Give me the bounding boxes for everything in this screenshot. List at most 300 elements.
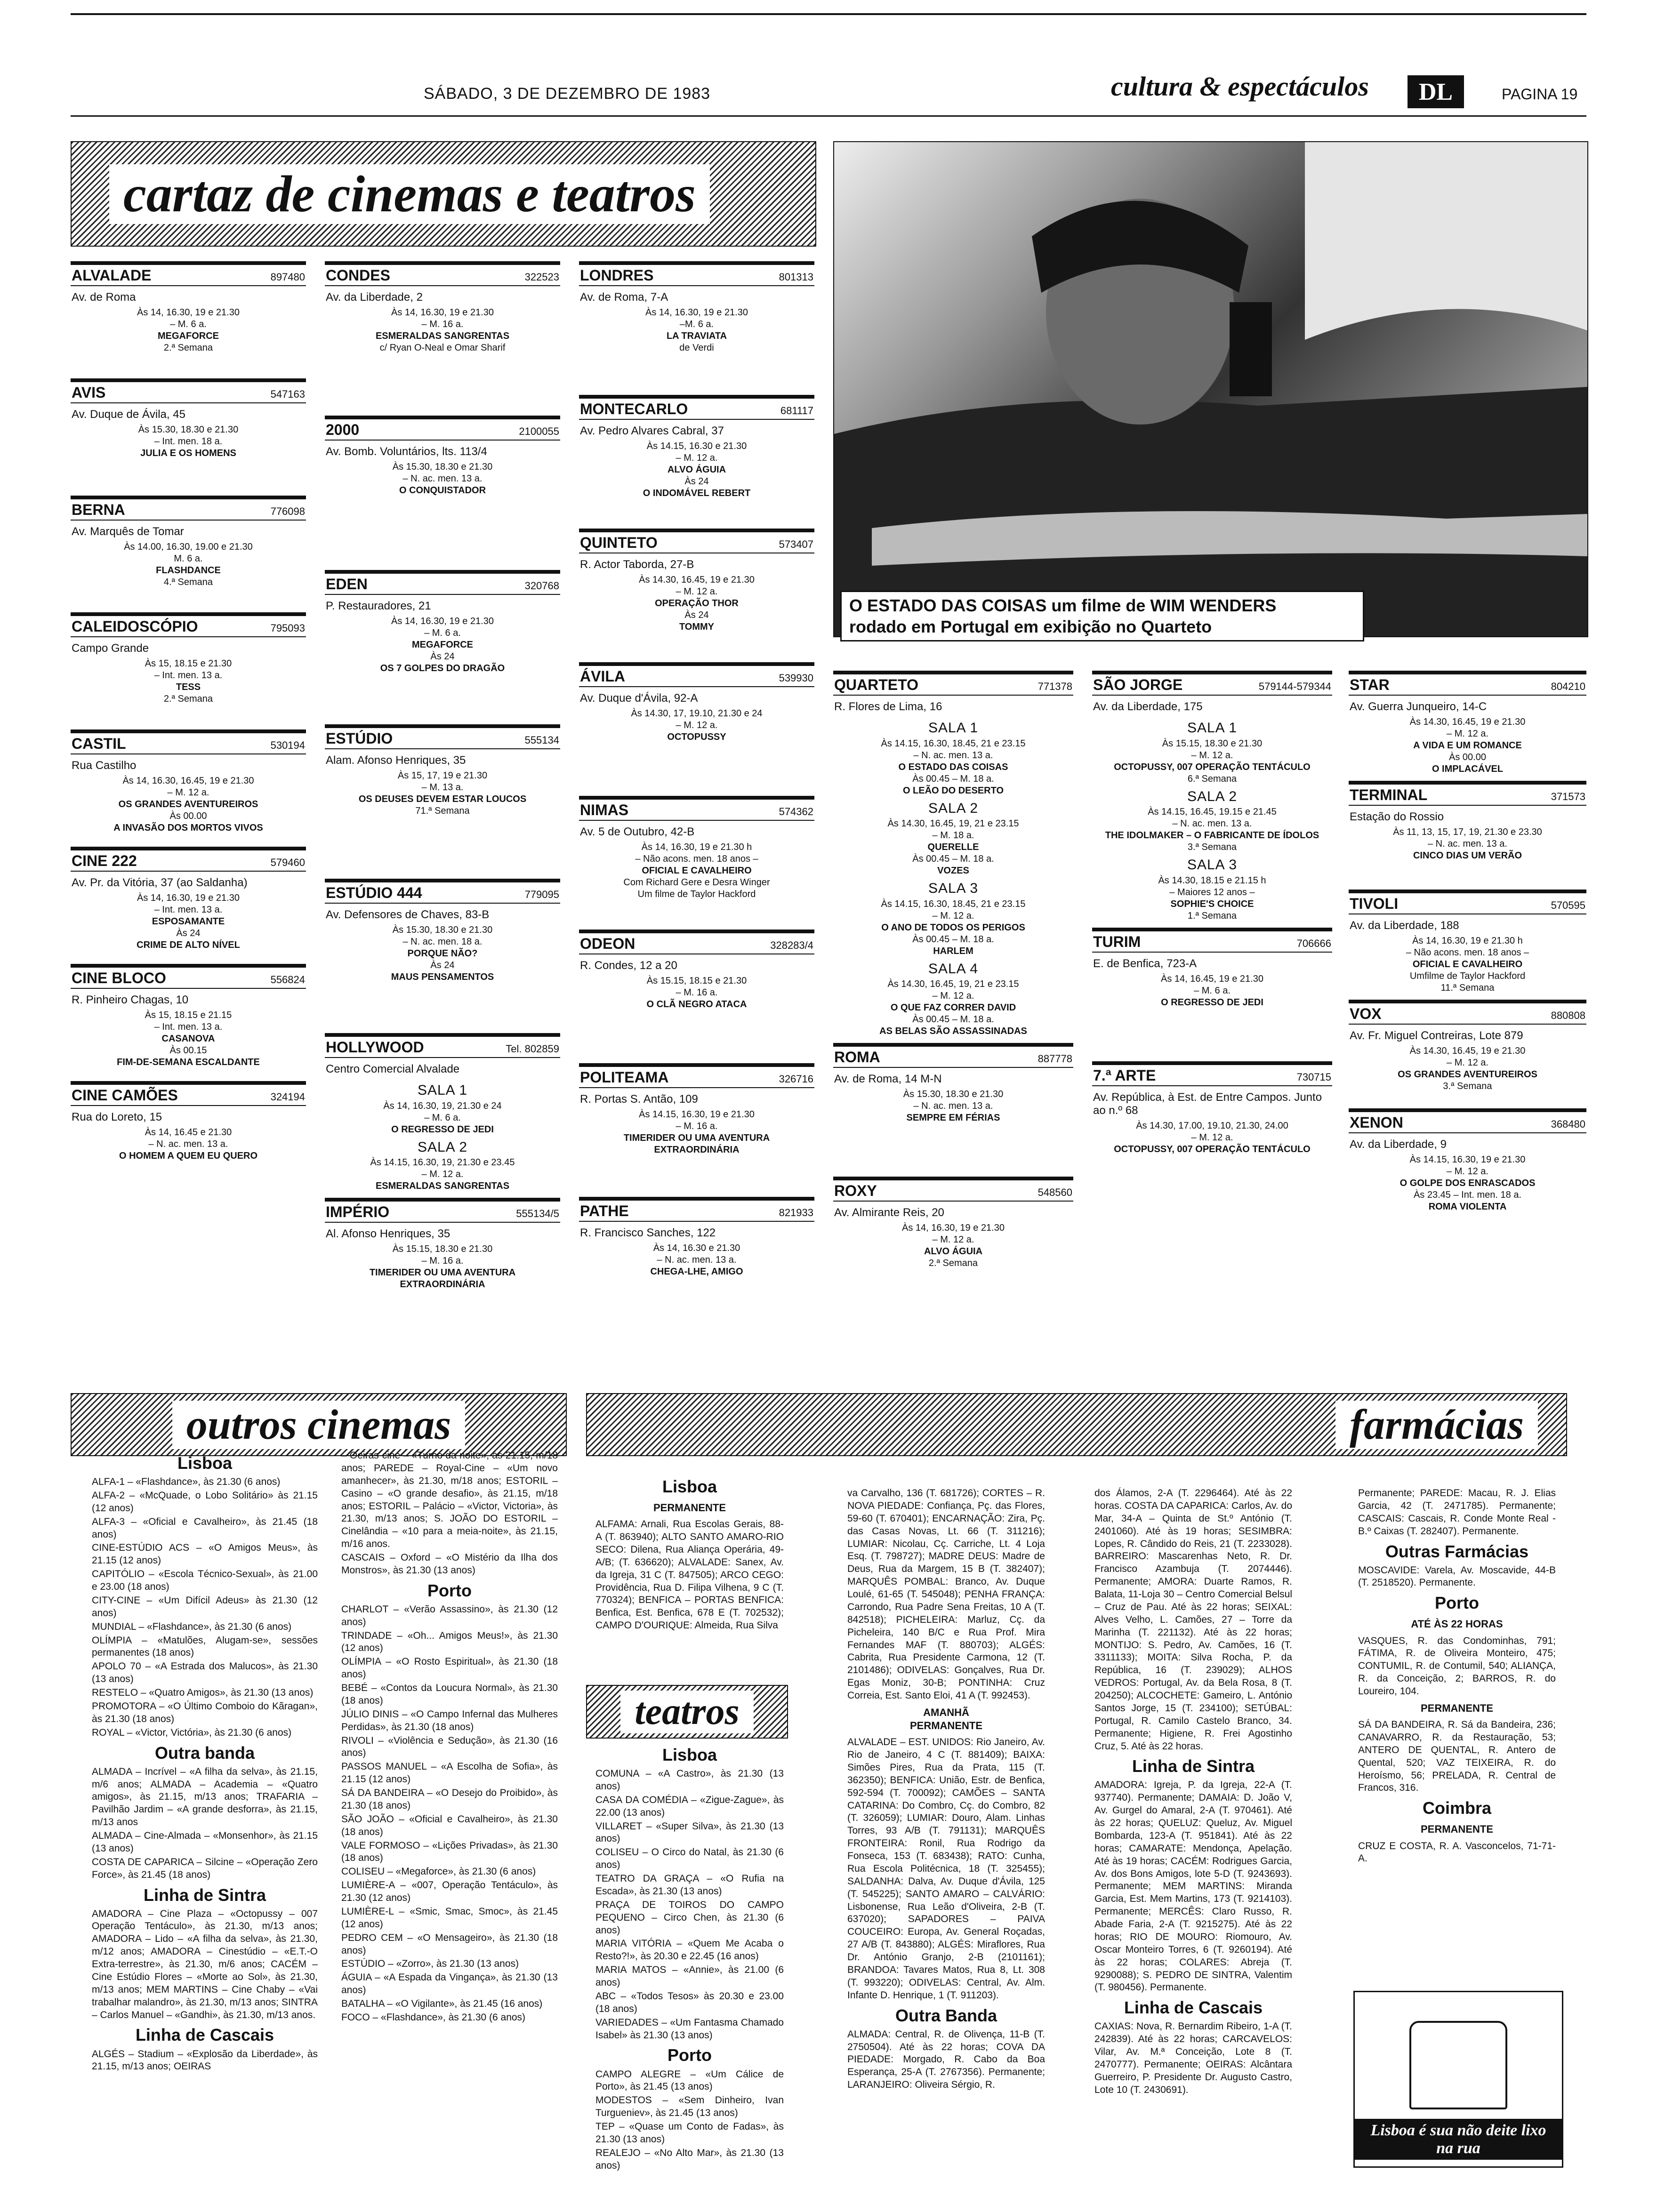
cinema-header xyxy=(71,616,306,637)
cinema-address: Av. Defensores de Chaves, 83-B xyxy=(326,908,490,921)
cinema-name: 7.ª ARTE xyxy=(1093,1066,1156,1084)
cinema-header xyxy=(579,1067,814,1088)
cinema-program xyxy=(579,1109,814,1156)
listing-entry: ALMADA: Central, R. de Olivença, 11-B (T. 2750504). Até às 22 horas; COVA DA PIEDADE: Morgado, R. Cabo da Boa Esperança, 25-A (T. 2767356). Permanente; LARANJEIRO: Oliveira Sérgio, R. xyxy=(847,2028,1045,2091)
showtime-line: – N. ac. men. 18 a. xyxy=(402,937,483,947)
cinema-header xyxy=(1349,674,1586,696)
cinema-phone: 887778 xyxy=(1038,1053,1072,1065)
film-still-photo xyxy=(833,141,1588,637)
film-note: 3.ª Semana xyxy=(1187,842,1237,852)
cinema-name: CINE CAMÕES xyxy=(72,1086,178,1104)
film-title: O CONQUISTADOR xyxy=(399,485,486,496)
film-note: Às 00.45 – M. 18 a. xyxy=(912,773,994,784)
film-title: O ANO DE TODOS OS PERIGOS xyxy=(881,922,1025,933)
cinema-header xyxy=(1349,1112,1586,1133)
cinema-program xyxy=(1349,826,1586,862)
region-heading: Porto xyxy=(668,2045,712,2065)
listing-entry: MUNDIAL – «Flashdance», às 21.30 (6 anos) xyxy=(92,1621,292,1632)
cinema-name: ÁVILA xyxy=(580,668,625,685)
showtime-line: Às 14.30, 16.45, 19 e 21.30 xyxy=(1409,1046,1526,1057)
film-note: 2.ª Semana xyxy=(163,694,213,705)
cinema-program xyxy=(71,1010,306,1068)
listing-entry: LUMIÈRE-A – «007, Operação Tentáculo», às 21.30 (12 anos) xyxy=(341,1880,558,1904)
showtime-line: Às 14.15, 16.30, 19, 21.30 e 23.45 xyxy=(370,1157,515,1168)
screen-label: SALA 1 xyxy=(1187,720,1238,736)
showtime-line: Às 15, 17, 19 e 21.30 xyxy=(397,770,488,781)
newspaper-logo: DL xyxy=(1408,75,1464,108)
late-film-title: O LEÃO DO DESERTO xyxy=(902,785,1004,796)
cinema-address: Al. Afonso Henriques, 35 xyxy=(326,1227,450,1240)
cinema-listing xyxy=(1349,781,1586,884)
cinema-phone: 706666 xyxy=(1296,937,1331,949)
cinema-listing xyxy=(579,662,814,790)
screen-label: SALA 2 xyxy=(417,1139,468,1155)
showtime-line: – N. ac. men. 13 a. xyxy=(913,750,993,761)
cinema-phone: 556824 xyxy=(270,973,305,986)
listing-entry: BEBÉ – «Contos da Loucura Normal», às 21.30 (18 anos) xyxy=(341,1683,558,1706)
listing-entry: VALE FORMOSO – «Lições Privadas», às 21.30 (18 anos) xyxy=(341,1840,558,1864)
showtime-line: Às 14.15, 16.45, 19.15 e 21.45 xyxy=(1148,807,1277,817)
cinema-phone: 880808 xyxy=(1551,1010,1585,1022)
listing-entry: APOLO 70 – «A Estrada dos Malucos», às 21.30 (13 anos) xyxy=(92,1661,318,1685)
cinema-phone: 897480 xyxy=(270,271,305,283)
film-title: OFICIAL E CAVALHEIRO xyxy=(642,866,752,876)
cinema-header xyxy=(1349,1003,1586,1025)
film-title: O HOMEM A QUEM EU QUERO xyxy=(119,1150,258,1161)
listing-entry: CHARLOT – «Verão Assassino», às 21.30 (12 anos) xyxy=(341,1603,558,1627)
showtime-line: – M. 12 a. xyxy=(167,787,209,798)
film-title: ESMERALDAS SANGRENTAS xyxy=(375,1181,510,1191)
cinema-phone: 570595 xyxy=(1551,899,1585,912)
cinema-phone: 573407 xyxy=(779,538,813,550)
showtime-line: Às 11, 13, 15, 17, 19, 21.30 e 23.30 xyxy=(1393,827,1542,837)
film-note: Às 00.45 – M. 18 a. xyxy=(912,1014,994,1025)
cinema-phone: 322523 xyxy=(524,271,559,283)
showtime-line: – M. 12 a. xyxy=(932,1234,974,1245)
cinema-listing xyxy=(71,496,306,607)
cinema-header xyxy=(325,882,560,904)
showtime-line: Às 14.30, 17.00, 19.10, 21.30, 24.00 xyxy=(1136,1120,1288,1131)
film-title: TESS xyxy=(176,682,201,693)
cinema-header xyxy=(579,800,814,821)
showtime-line: – M. 6 a. xyxy=(424,628,461,638)
teatros-column xyxy=(595,1741,784,2173)
film-title: O CLÃ NEGRO ATACA xyxy=(646,999,747,1010)
listing-entry: – Oeiras-cine – «Turno da noite», às 21.15, m/18 anos; PAREDE – Royal-Cine – «Um novo amanhecer», às 21.30, m/18 anos; ESTORIL – Casino – «O grande desafio», às 21.15, m/18 anos; ESTORIL – Palácio – «Victor, Victoria», às 21.30, m/13 anos; S. JOÃO DO ESTORIL – Cinelândia – «10 para a meia-noite», às 21.15, m/16 anos. xyxy=(341,1450,558,1550)
screen-label: SALA 1 xyxy=(928,720,979,736)
showtime-line: Às 14.15, 16.30, 19 e 21.30 xyxy=(639,1109,755,1120)
cinema-header xyxy=(325,1037,560,1058)
cinema-header xyxy=(579,1201,814,1222)
showtime-line: – M. 12 a. xyxy=(932,991,974,1001)
farmacias-col-1 xyxy=(595,1473,784,1633)
cinema-program xyxy=(325,770,560,817)
cinema-phone: 681117 xyxy=(780,405,813,417)
listing-entry: CAPITÓLIO – «Escola Técnico-Sexual», às 21.00 e 23.00 (18 anos) xyxy=(92,1569,318,1593)
cinema-name: MONTECARLO xyxy=(580,401,688,417)
cinema-listing xyxy=(71,378,306,490)
cinema-header xyxy=(325,265,560,286)
cinema-address: Campo Grande xyxy=(72,642,149,655)
cinema-listing xyxy=(1092,928,1332,1056)
film-title: LA TRAVIATA xyxy=(666,331,727,341)
film-note: de Verdi xyxy=(679,343,714,353)
showtime-line: – M. 6 a. xyxy=(1194,985,1231,996)
region-heading: Linha de Sintra xyxy=(1132,1756,1255,1776)
showtime-line: – M. 12 a. xyxy=(1191,1132,1233,1143)
cinema-listing xyxy=(579,529,814,657)
cinema-header xyxy=(1092,674,1332,696)
cinema-phone: 326716 xyxy=(779,1073,813,1085)
showtime-line: Às 14.30, 17, 19.10, 21.30 e 24 xyxy=(631,708,763,719)
cinema-header xyxy=(71,265,306,286)
film-note: c/ Ryan O-Neal e Omar Sharif xyxy=(379,343,506,353)
showtime-line: Às 14, 16.30, 19 e 21.30 h xyxy=(641,842,752,852)
showtime-line: – M. 12 a. xyxy=(676,453,718,463)
showtime-line: Às 14, 16.30, 19 e 21.30 h xyxy=(1412,936,1523,946)
showtime-line: – Int. men. 18 a. xyxy=(154,436,223,447)
cinema-program xyxy=(325,307,560,354)
late-film-title: VOZES xyxy=(937,866,969,876)
cinema-program xyxy=(1092,719,1332,922)
cinema-name: ODEON xyxy=(580,935,635,952)
listing-entry: COLISEU – «Megaforce», às 21.30 (6 anos) xyxy=(341,1866,536,1877)
cinema-address: Av. Duque d'Ávila, 92-A xyxy=(580,692,698,705)
listing-entry: TEP – «Quase um Conto de Fadas», às 21.30 (13 anos) xyxy=(595,2121,784,2145)
cinema-header xyxy=(579,933,814,954)
late-session-time: Às 24 xyxy=(684,610,709,620)
showtime-line: Às 15.30, 18.30 e 21.30 xyxy=(138,424,239,435)
cinema-listing xyxy=(833,1177,1073,1305)
cinema-name: ROMA xyxy=(834,1049,880,1066)
cinema-program xyxy=(1092,1120,1332,1155)
cinema-phone: 328283/4 xyxy=(770,939,813,951)
cinema-header xyxy=(579,666,814,687)
showtime-line: Às 14, 16.30, 19 e 21.30 xyxy=(391,307,494,318)
cinema-phone: 730715 xyxy=(1296,1071,1331,1083)
listing-entry: CASCAIS – Oxford – «O Mistério da Ilha dos Monstros», às 21.30 (13 anos) xyxy=(341,1552,558,1576)
showtime-line: Às 14, 16.45 e 21.30 xyxy=(145,1127,232,1138)
listing-entry: PEDRO CEM – «O Mensageiro», às 21.30 (18 anos) xyxy=(341,1932,558,1956)
cinema-address: R. Actor Taborda, 27-B xyxy=(580,558,694,571)
cinema-listing xyxy=(71,847,306,958)
cinema-address: Av. Pr. da Vitória, 37 (ao Saldanha) xyxy=(72,876,248,889)
film-note: 2.ª Semana xyxy=(163,343,213,353)
showtime-line: Às 14.15, 16.30, 19 e 21.30 xyxy=(1409,1154,1526,1165)
film-title: MEGAFORCE xyxy=(412,640,473,650)
cinema-address: E. de Benfica, 723-A xyxy=(1093,957,1197,970)
late-session-time: Às 00.00 xyxy=(169,811,207,822)
showtime-line: – N. ac. men. 13 a. xyxy=(1172,818,1252,829)
film-note: Um filme de Taylor Hackford xyxy=(637,889,756,899)
outros-right-column xyxy=(341,1450,558,2025)
late-film-title: O INDOMÁVEL REBERT xyxy=(643,488,751,498)
subheading: ATÉ ÀS 22 HORAS xyxy=(1411,1618,1503,1630)
listing-entry: CAMPO ALEGRE – «Um Cálice de Porto», às 21.45 (13 anos) xyxy=(595,2068,784,2092)
cinema-phone: 368480 xyxy=(1551,1118,1585,1130)
late-film-title: OS 7 GOLPES DO DRAGÃO xyxy=(380,663,505,673)
cinema-program xyxy=(579,975,814,1010)
cinema-address: Centro Comercial Alvalade xyxy=(326,1063,460,1075)
region-heading: Outra Banda xyxy=(895,2005,997,2025)
cinema-listing xyxy=(833,1043,1073,1171)
listing-entry: REALEJO – «No Alto Mar», às 21.30 (13 anos) xyxy=(595,2147,784,2171)
outros-cinemas-banner xyxy=(71,1393,567,1456)
showtime-line: – M. 16 a. xyxy=(421,1256,464,1266)
film-note: 3.ª Semana xyxy=(1443,1081,1492,1092)
cinema-address: Av. da Liberdade, 175 xyxy=(1093,700,1203,713)
cinema-phone: 801313 xyxy=(779,271,813,283)
cinema-name: CINE BLOCO xyxy=(72,969,166,986)
showtime-line: – N. ac. men. 13 a. xyxy=(657,1255,737,1265)
listing-entry: MODESTOS – «Sem Dinheiro, Ivan Turgueniev», às 21.45 (13 anos) xyxy=(595,2095,784,2119)
subheading: PERMANENTE xyxy=(653,1502,726,1514)
cinema-name: TERMINAL xyxy=(1350,786,1428,803)
listing-entry: ROYAL – «Victor, Victória», às 21.30 (6 anos) xyxy=(92,1727,292,1738)
cinema-address: Av. Fr. Miguel Contreiras, Lote 879 xyxy=(1350,1029,1523,1042)
cinema-phone: 555134 xyxy=(524,734,559,746)
cinema-address: R. Francisco Sanches, 122 xyxy=(580,1226,716,1239)
cinema-header xyxy=(1349,785,1586,806)
film-title: OFICIAL E CAVALHEIRO xyxy=(1412,959,1523,970)
showtime-line: M. 6 a. xyxy=(174,553,203,564)
cinema-listing xyxy=(579,1197,814,1325)
showtime-line: Às 14.15, 16.30, 18.45, 21 e 23.15 xyxy=(881,738,1026,749)
cinema-listing xyxy=(325,724,560,873)
cinema-address: P. Restauradores, 21 xyxy=(326,600,431,612)
screen-label: SALA 2 xyxy=(928,800,979,816)
region-heading: Coimbra xyxy=(1422,1798,1492,1818)
cinema-listing xyxy=(579,1063,814,1191)
listing-entry: CAXIAS: Nova, R. Bernardim Ribeiro, 1-A (T. 242839). Até às 22 horas; CARCAVELOS: Vilar, Av. M.ª Conceição, Lote 8 (T. 2470777). Permanente; OEIRAS: Alcântara Guerreiro, P. Presidente Dr. Augusto Castro, Lote 10 (T. 2430691). xyxy=(1094,2021,1292,2095)
film-title: O ESTADO DAS COISAS xyxy=(898,761,1008,772)
listing-entry: ALFAMA: Arnali, Rua Escolas Gerais, 88-A (T. 863940); ALTO SANTO AMARO-RIO SECO: Dilena, Rua Aliança Operária, 49-A/B; (T. 636620); ALVALADE: Sanex, Av. da Igreja, 31 C (T. 847505); ARCO CEGO: Providência, Rua D. Filipa Vilhena, 9 C (T. 770324); BENFICA – PORTAS BENFICA: Benfica, Est. Benfica, 678 E (T. 702532); CAMPO D'OURIQUE: Almeida, Rua Silva xyxy=(595,1519,784,1631)
farmacias-col-4 xyxy=(1358,1487,1556,1866)
cinema-name: AVIS xyxy=(72,384,106,401)
subheading: AMANHÃ PERMANENTE xyxy=(909,1706,982,1732)
cinema-header xyxy=(579,265,814,286)
listing-entry: VARIEDADES – «Um Fantasma Chamado Isabel» às 21.30 (13 anos) xyxy=(595,2017,784,2041)
showtime-line: – N. ac. men. 13 a. xyxy=(1428,839,1507,849)
showtime-line: – M. 12 a. xyxy=(421,1169,464,1179)
listing-entry: ÁGUIA – «A Espada da Vingança», às 21.30 (13 anos) xyxy=(341,1972,558,1996)
listing-entry: LUMIÈRE-L – «Smic, Smac, Smoc», às 21.45 (12 anos) xyxy=(341,1906,558,1930)
showtime-line: Às 14, 16.30, 19, 21.30 e 24 xyxy=(383,1100,502,1111)
late-session-time: Às 24 xyxy=(176,928,201,938)
late-session-time: Às 24 xyxy=(684,476,709,487)
film-title: THE IDOLMAKER – O FABRICANTE DE ÍDOLOS xyxy=(1105,830,1319,841)
showtime-line: – N. ac. men. 13 a. xyxy=(402,473,483,484)
showtime-line: – Não acons. men. 18 anos – xyxy=(1406,947,1529,958)
showtime-line: Às 14, 16.45, 19 e 21.30 xyxy=(1161,973,1263,984)
cinema-program xyxy=(579,441,814,499)
region-heading: Lisboa xyxy=(662,1745,717,1764)
cinema-phone: 821933 xyxy=(779,1207,813,1218)
film-title: OS GRANDES AVENTUREIROS xyxy=(118,799,258,810)
cinema-name: SÃO JORGE xyxy=(1093,676,1183,693)
cinema-address: Rua Castilho xyxy=(72,759,137,772)
cinema-listing xyxy=(1092,1061,1332,1189)
cinema-program xyxy=(579,307,814,354)
cinema-program xyxy=(71,775,306,834)
listing-entry: PROMOTORA – «O Último Comboio do Kãragan», às 21.30 (18 anos) xyxy=(92,1700,318,1724)
caption-line-2: rodado em Portugal em exibição no Quarteto xyxy=(849,617,1212,636)
cinema-program xyxy=(579,842,814,900)
cinema-program xyxy=(1349,1154,1586,1213)
listing-entry: ALMADA – Incrível – «A filha da selva», às 21.15, m/6 anos; ALMADA – Academia – «Quatro amigos», às 21.15, m/13 anos; TRAFARIA – Pavilhão Jardim – «A grande desforra», às 21.15, m/13 anos xyxy=(92,1766,318,1828)
film-note: 71.ª Semana xyxy=(415,806,470,816)
cinema-header xyxy=(833,674,1073,696)
showtime-line: Às 14, 16.30, 19 e 21.30 xyxy=(902,1223,1005,1233)
film-title: SEMPRE EM FÉRIAS xyxy=(906,1113,1000,1123)
cinema-name: CALEIDOSCÓPIO xyxy=(72,618,198,635)
cinema-name: ESTÚDIO 444 xyxy=(326,884,422,901)
caption-line-1: O ESTADO DAS COISAS um filme de WIM WENDERS xyxy=(849,596,1277,615)
cartaz-title: cartaz de cinemas e teatros xyxy=(109,164,710,224)
cinema-phone: 555134/5 xyxy=(516,1208,559,1219)
film-note: 1.ª Semana xyxy=(1187,910,1237,921)
film-title: TIMERIDER OU UMA AVENTURA EXTRAORDINÁRIA xyxy=(369,1267,516,1290)
cinema-address: Av. de Roma, 7-A xyxy=(580,291,668,304)
showtime-line: – M. 12 a. xyxy=(1447,729,1488,739)
cinema-address: Av. de Roma, 14 M-N xyxy=(834,1073,942,1085)
cinema-phone: 324194 xyxy=(270,1090,305,1103)
late-film-title: HARLEM xyxy=(933,946,973,956)
cinema-address: Alam. Afonso Henriques, 35 xyxy=(326,754,466,767)
showtime-line: – M. 16 a. xyxy=(421,319,464,329)
cinema-program xyxy=(325,616,560,674)
showtime-line: – N. ac. men. 13 a. xyxy=(913,1101,993,1111)
film-title: ESPOSAMANTE xyxy=(152,916,225,927)
listing-entry: va Carvalho, 136 (T. 681726); CORTES – R. NOVA PIEDADE: Confiança, Pç. das Flores, 59-60 (T. 670401); ENCARNAÇÃO: Zira, Pç. das Casas Novas, Lt. 66 (T. 311216); LUMIAR: Nicolau, Cç. Carriche, Lt. 4 Loja Esq. (T. 798727); MADRE DEUS: Madre de Deus, Rua da Margem, 15 B (T. 382407); MARQUÊS POMBAL: Branco, Av. Duque Loulé, 61-65 (T. 545048); PENHA FRANÇA: Carrondo, Rua Padre Sena Freitas, 10 A (T. 842518); PICHELEIRA: Marluz, Cç. da Picheleira, 140 B/C e Rua Prof. Mira Fernandes MAF (T. 880703); ALGÉS: Cabrita, Rua Presidente Carmona, 12 (T. 2101486); ODIVELAS: Gonçalves, Rua Dr. Egas Moniz, 30-B; PONTINHA: Cruz Correia, Est. Santo Eloi, 41 A (T. 992453). xyxy=(847,1488,1045,1701)
cinema-listing xyxy=(325,879,560,1027)
listing-entry: ALFA-1 – «Flashdance», às 21.30 (6 anos) xyxy=(92,1476,281,1488)
cinema-name: PATHE xyxy=(580,1202,629,1219)
film-title: A VIDA E UM ROMANCE xyxy=(1413,740,1522,751)
late-film-title: MAUS PENSAMENTOS xyxy=(391,972,494,982)
film-title: CHEGA-LHE, AMIGO xyxy=(650,1266,743,1277)
cinema-phone: 548560 xyxy=(1038,1186,1072,1198)
subheading: PERMANENTE xyxy=(1420,1702,1493,1714)
film-title: TIMERIDER OU UMA AVENTURA EXTRAORDINÁRIA xyxy=(623,1133,770,1155)
cinema-address: Av. da Liberdade, 9 xyxy=(1350,1138,1447,1151)
cinema-program xyxy=(71,541,306,588)
showtime-line: Às 14.30, 16.45, 19 e 21.30 xyxy=(639,575,755,585)
cinema-phone: 547163 xyxy=(270,388,305,400)
farmacias-title: farmácias xyxy=(1335,1401,1538,1449)
cinema-name: 2000 xyxy=(326,421,360,438)
film-title: JULIA E OS HOMENS xyxy=(140,448,236,458)
cinema-program xyxy=(71,424,306,459)
cinema-name: CASTIL xyxy=(72,735,126,753)
cinema-name: BERNA xyxy=(72,501,125,518)
cinema-name: XENON xyxy=(1350,1114,1403,1131)
film-title: OCTOPUSSY, 007 OPERAÇÃO TENTÁCULO xyxy=(1114,1144,1311,1154)
late-film-title: O IMPLACÁVEL xyxy=(1432,764,1504,774)
film-note: Com Richard Gere e Desra Winger xyxy=(623,877,770,888)
showtime-line: Às 15.30, 18.30 e 21.30 xyxy=(392,462,493,472)
film-title: O GOLPE DOS ENRASCADOS xyxy=(1400,1178,1536,1189)
cinema-listing xyxy=(1349,1000,1586,1103)
listing-entry: RESTELO – «Quatro Amigos», às 21.30 (13 anos) xyxy=(92,1687,314,1699)
cinema-name: LONDRES xyxy=(580,267,654,284)
cinema-header xyxy=(71,382,306,403)
cinema-address: Av. Marquês de Tomar xyxy=(72,525,184,538)
cinema-phone: 530194 xyxy=(270,739,305,752)
listing-entry: TEATRO DA GRAÇA – «O Rufia na Escada», às 21.30 (13 anos) xyxy=(595,1873,784,1897)
cinema-header xyxy=(1092,931,1332,953)
region-heading: Porto xyxy=(427,1580,472,1600)
late-film-title: TOMMY xyxy=(679,622,715,632)
cinema-program xyxy=(1349,935,1586,994)
cinema-header xyxy=(71,499,306,521)
cinema-program xyxy=(1092,973,1332,1009)
cinema-program xyxy=(71,307,306,354)
listing-entry: OLÍMPIA – «O Rosto Espiritual», às 21.30 (18 anos) xyxy=(341,1656,558,1680)
cinema-header xyxy=(325,728,560,749)
listing-entry: Permanente; PAREDE: Macau, R. J. Elias Garcia, 42 (T. 2471785). Permanente; CASCAIS: Cascais, R. Conde Monte Real - B.º Caixas (T. 282407). Permanente. xyxy=(1358,1488,1556,1537)
cinema-program xyxy=(325,1243,560,1290)
cinema-name: TURIM xyxy=(1093,933,1141,950)
subheading: PERMANENTE xyxy=(1420,1823,1493,1835)
cinema-header xyxy=(833,1180,1073,1202)
cinema-address: Av. Duque de Ávila, 45 xyxy=(72,408,185,421)
film-title: O QUE FAZ CORRER DAVID xyxy=(890,1002,1016,1013)
listing-entry: MARIA VITÓRIA – «Quem Me Acaba o Resto?!», às 20.30 e 22.45 (16 anos) xyxy=(595,1938,784,1962)
film-title: ESMERALDAS SANGRENTAS xyxy=(375,331,510,341)
cinema-listing xyxy=(71,729,306,841)
showtime-line: Às 14.30, 16.45, 19, 21 e 23.15 xyxy=(887,818,1019,829)
late-film-title: A INVASÃO DOS MORTOS VIVOS xyxy=(113,823,263,834)
cinema-address: Av. de Roma xyxy=(72,291,136,304)
showtime-line: Às 14, 16.30, 16.45, 19 e 21.30 xyxy=(122,776,254,786)
showtime-line: Às 14.30, 16.45, 19, 21 e 23.15 xyxy=(887,979,1019,989)
region-heading: Linha de Cascais xyxy=(135,2025,274,2045)
film-note: Às 00.45 – M. 18 a. xyxy=(912,934,994,945)
cinema-phone: 574362 xyxy=(779,806,813,817)
showtime-line: – M. 12 a. xyxy=(676,586,718,597)
cinema-phone: 579144-579344 xyxy=(1258,681,1331,692)
listing-column-1 xyxy=(71,261,306,1198)
cinema-address: Av. 5 de Outubro, 42-B xyxy=(580,825,695,838)
listing-column-3 xyxy=(579,261,814,1330)
cinema-name: EDEN xyxy=(326,576,368,593)
cinema-phone: 776098 xyxy=(270,505,305,517)
page-number: PAGINA 19 xyxy=(1502,86,1578,103)
showtime-line: – M. 12 a. xyxy=(932,910,974,921)
cinema-listing xyxy=(325,1033,560,1192)
cinema-listing xyxy=(71,1081,306,1193)
cinema-program xyxy=(579,1242,814,1278)
cinema-listing xyxy=(579,930,814,1058)
late-film-title: CRIME DE ALTO NÍVEL xyxy=(137,939,240,950)
film-title: SOPHIE'S CHOICE xyxy=(1170,898,1254,909)
film-note: 4.ª Semana xyxy=(163,577,213,587)
region-heading: Linha de Cascais xyxy=(1124,1998,1263,2018)
screen-label: SALA 4 xyxy=(928,961,979,977)
cinema-name: POLITEAMA xyxy=(580,1069,669,1086)
showtime-line: – M. 18 a. xyxy=(932,830,974,841)
showtime-line: Às 15.30, 18.30 e 21.30 xyxy=(392,925,493,935)
cinema-listing xyxy=(1349,890,1586,994)
showtime-line: Às 14.00, 16.30, 19.00 e 21.30 xyxy=(124,541,253,552)
listing-entry: JÚLIO DINIS – «O Campo Infernal das Mulheres Perdidas», às 21.30 (18 anos) xyxy=(341,1708,558,1732)
teatros-banner xyxy=(586,1685,788,1739)
cinema-phone: 579460 xyxy=(270,856,305,868)
region-heading: Linha de Sintra xyxy=(143,1885,266,1905)
cinema-listing xyxy=(579,796,814,924)
listing-entry: AMADORA: Igreja, P. da Igreja, 22-A (T. 937740). Permanente; DAMAIA: D. João V, Av. Gurgel do Amaral, 2-A (T. 970461). Até às 22 horas; QUELUZ: Queluz, Av. Miguel Bombarda, 123-A (T. 951841). Até às 22 horas; CAMARATE: Mendonça, Apelação. Até às 19 horas; CACÉM: Rodrigues Garcia, Av. dos Bons Amigos, lote 5-D (T. 9243693). Permanente; MEM MARTINS: Miranda Garcia, Est. Mem Martins, 173 (T. 9214103). Permanente; MERCÊS: Claro Russo, R. Abade Faria, 2-A (T. 9215275). Até às 22 horas; RIO DE MOURO: Riomouro, Av. Oscar Monteiro Torres, 6 (T. 9260194). Até às 22 horas; COLARES: Abreja (T. 9290088); S. PEDRO DE SINTRA, Valentim (T. 980456). Permanente. xyxy=(1094,1779,1292,1993)
